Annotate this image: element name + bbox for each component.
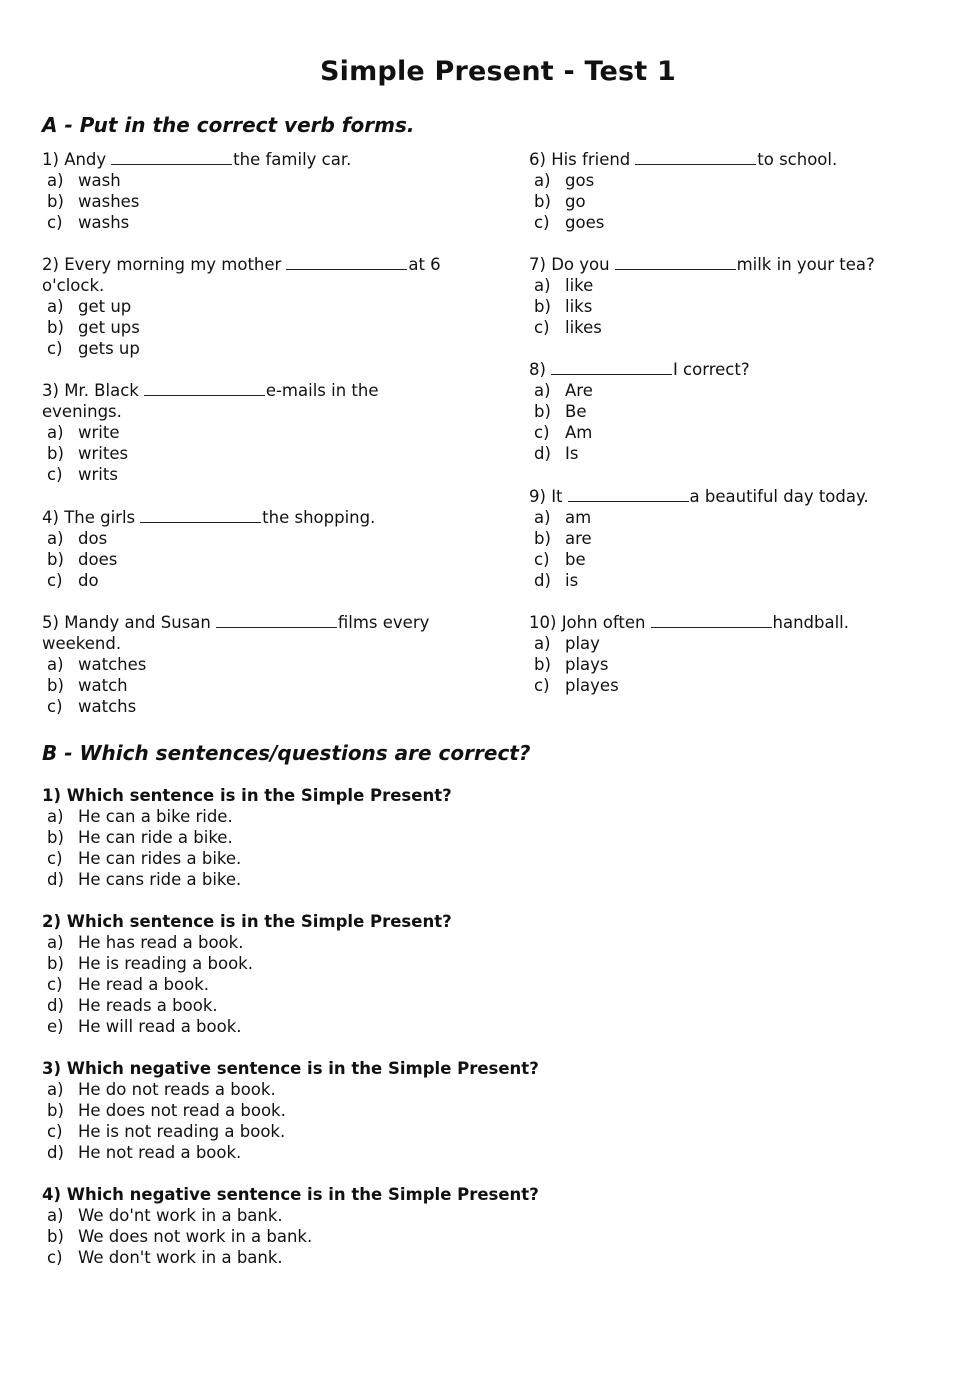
question-text-before: Andy [64, 150, 107, 169]
section-a-heading: A - Put in the correct verb forms. [42, 113, 415, 137]
question-text: 3) Which negative sentence is in the Simple Present? [42, 1059, 539, 1078]
section-b-heading: B - Which sentences/questions are correct? [42, 741, 531, 765]
option-letter: e) [47, 1017, 64, 1036]
option-text: He can rides a bike. [78, 849, 242, 868]
option-text: He can a bike ride. [78, 807, 233, 826]
option-letter: c) [47, 465, 63, 484]
option-text: washes [78, 192, 140, 211]
option-letter: c) [47, 1248, 63, 1267]
option-letter: a) [47, 529, 64, 548]
option-text: He reads a book. [78, 996, 218, 1015]
option-text: writes [78, 444, 129, 463]
option-text: wash [78, 171, 121, 190]
option-b[interactable] [42, 549, 375, 570]
option-letter: c) [534, 213, 550, 232]
question-a4 [42, 507, 375, 591]
option-b[interactable] [42, 827, 452, 848]
option-c[interactable] [42, 1247, 539, 1268]
option-letter: a) [534, 381, 551, 400]
question-text: 4) Which negative sentence is in the Simple Present? [42, 1185, 539, 1204]
option-text: watches [78, 655, 147, 674]
option-text: He has read a book. [78, 933, 244, 952]
question-line [529, 486, 869, 507]
question-b3 [42, 1058, 539, 1163]
option-text: does [78, 550, 118, 569]
question-number: 6) [529, 150, 546, 169]
option-b[interactable] [42, 1226, 539, 1247]
question-b2 [42, 911, 452, 1037]
option-letter: b) [47, 444, 64, 463]
option-letter: c) [47, 849, 63, 868]
question-a3 [42, 380, 379, 485]
option-e[interactable] [42, 1016, 452, 1037]
question-text-continued: o'clock. [42, 276, 105, 295]
option-letter: c) [47, 697, 63, 716]
option-letter: a) [47, 933, 64, 952]
question-text-before: Mandy and Susan [64, 613, 211, 632]
option-letter: a) [534, 508, 551, 527]
option-letter: d) [534, 444, 551, 463]
option-c[interactable] [42, 1121, 539, 1142]
option-letter: a) [47, 807, 64, 826]
option-text: He cans ride a bike. [78, 870, 242, 889]
option-d[interactable] [42, 1142, 539, 1163]
question-number: 4) [42, 508, 59, 527]
option-text: liks [565, 297, 593, 316]
option-text: He can ride a bike. [78, 828, 233, 847]
option-letter: c) [47, 213, 63, 232]
question-text-before: His friend [551, 150, 631, 169]
option-a[interactable] [42, 806, 452, 827]
question-line [529, 359, 750, 380]
question-text-before: Do you [551, 255, 610, 274]
option-letter: c) [47, 339, 63, 358]
option-b[interactable] [42, 675, 429, 696]
option-letter: d) [534, 571, 551, 590]
question-number: 10) [529, 613, 557, 632]
option-letter: a) [47, 297, 64, 316]
option-d[interactable] [42, 869, 452, 890]
question-text-after: e-mails in the [265, 381, 379, 400]
option-letter: c) [534, 423, 550, 442]
option-b[interactable] [42, 443, 379, 464]
question-text: 1) Which sentence is in the Simple Present? [42, 786, 452, 805]
option-letter: b) [47, 954, 64, 973]
option-text: He is not reading a book. [78, 1122, 286, 1141]
question-a6 [529, 149, 837, 233]
option-text: do [78, 571, 99, 590]
option-text: We don't work in a bank. [78, 1248, 283, 1267]
question-number: 1) [42, 150, 59, 169]
option-a[interactable] [42, 170, 351, 191]
question-text-after: handball. [772, 613, 850, 632]
option-b[interactable] [42, 953, 452, 974]
option-letter: d) [47, 870, 64, 889]
option-a[interactable] [42, 1079, 539, 1100]
question-line [42, 507, 375, 528]
option-text: play [565, 634, 600, 653]
question-line [42, 612, 429, 633]
answer-blank[interactable] [111, 149, 232, 165]
question-text-after: at 6 [408, 255, 441, 274]
option-letter: b) [47, 550, 64, 569]
option-a[interactable] [42, 422, 379, 443]
option-letter: b) [47, 318, 64, 337]
question-text: 2) Which sentence is in the Simple Present? [42, 912, 452, 931]
option-text: He will read a book. [78, 1017, 242, 1036]
question-text-after: films every [337, 613, 430, 632]
option-text: goes [565, 213, 605, 232]
option-c[interactable] [42, 974, 452, 995]
option-text: gos [565, 171, 595, 190]
option-d[interactable] [42, 995, 452, 1016]
option-c[interactable] [529, 549, 869, 570]
question-text-after: milk in your tea? [736, 255, 875, 274]
question-a8 [529, 359, 750, 464]
option-c[interactable] [529, 212, 837, 233]
option-letter: c) [47, 571, 63, 590]
question-line [529, 612, 849, 633]
answer-blank[interactable] [286, 254, 407, 270]
option-letter: a) [534, 171, 551, 190]
question-a2 [42, 254, 441, 359]
option-text: be [565, 550, 586, 569]
question-b4 [42, 1184, 539, 1268]
question-number: 8) [529, 360, 546, 379]
question-number: 9) [529, 487, 546, 506]
option-b[interactable] [529, 191, 837, 212]
answer-blank[interactable] [140, 507, 261, 523]
option-letter: a) [47, 1080, 64, 1099]
option-a[interactable] [529, 275, 875, 296]
option-letter: b) [534, 402, 551, 421]
answer-blank[interactable] [551, 359, 672, 375]
option-c[interactable] [42, 570, 375, 591]
question-a1 [42, 149, 351, 233]
option-c[interactable] [529, 675, 849, 696]
question-a10 [529, 612, 849, 696]
option-b[interactable] [529, 401, 750, 422]
option-b[interactable] [42, 1100, 539, 1121]
question-text-after: the family car. [233, 150, 352, 169]
question-line [42, 380, 379, 401]
option-text: watch [78, 676, 128, 695]
option-a[interactable] [42, 528, 375, 549]
option-letter: b) [47, 1227, 64, 1246]
question-line [42, 149, 351, 170]
option-text: dos [78, 529, 108, 548]
option-b[interactable] [529, 654, 849, 675]
option-text: He do not reads a book. [78, 1080, 276, 1099]
option-a[interactable] [529, 170, 837, 191]
option-c[interactable] [529, 317, 875, 338]
option-text: gets up [78, 339, 140, 358]
option-c[interactable] [42, 212, 351, 233]
option-letter: b) [534, 655, 551, 674]
option-b[interactable] [42, 191, 351, 212]
option-d[interactable] [529, 570, 869, 591]
option-letter: a) [47, 171, 64, 190]
option-letter: c) [534, 550, 550, 569]
option-text: He not read a book. [78, 1143, 242, 1162]
option-text: write [78, 423, 120, 442]
option-text: playes [565, 676, 619, 695]
option-b[interactable] [529, 296, 875, 317]
option-letter: b) [47, 676, 64, 695]
option-c[interactable] [42, 696, 429, 717]
option-letter: c) [47, 975, 63, 994]
option-c[interactable] [42, 338, 441, 359]
option-letter: c) [47, 1122, 63, 1141]
option-letter: a) [534, 634, 551, 653]
option-letter: a) [534, 276, 551, 295]
option-text: go [565, 192, 586, 211]
option-text: We do'nt work in a bank. [78, 1206, 283, 1225]
question-text-continued: weekend. [42, 634, 122, 653]
option-letter: b) [47, 828, 64, 847]
option-letter: b) [534, 529, 551, 548]
question-text-after: I correct? [672, 360, 750, 379]
question-line [529, 149, 837, 170]
question-text-before: It [551, 487, 563, 506]
question-text-after: the shopping. [262, 508, 376, 527]
option-a[interactable] [42, 654, 429, 675]
question-number: 5) [42, 613, 59, 632]
question-b1 [42, 785, 452, 890]
option-letter: d) [47, 1143, 64, 1162]
option-letter: b) [534, 297, 551, 316]
option-letter: b) [47, 192, 64, 211]
option-text: Is [565, 444, 579, 463]
option-text: plays [565, 655, 609, 674]
option-text: Are [565, 381, 593, 400]
question-number: 2) [42, 255, 59, 274]
option-d[interactable] [529, 443, 750, 464]
option-b[interactable] [42, 317, 441, 338]
option-letter: c) [534, 676, 550, 695]
option-text: get up [78, 297, 132, 316]
answer-blank[interactable] [216, 612, 337, 628]
option-text: Be [565, 402, 587, 421]
option-text: like [565, 276, 594, 295]
option-text: He does not read a book. [78, 1101, 286, 1120]
option-a[interactable] [42, 1205, 539, 1226]
option-letter: a) [47, 1206, 64, 1225]
question-a7 [529, 254, 875, 338]
option-text: are [565, 529, 592, 548]
question-number: 7) [529, 255, 546, 274]
answer-blank[interactable] [144, 380, 265, 396]
option-c[interactable] [529, 422, 750, 443]
option-letter: b) [534, 192, 551, 211]
question-line [42, 254, 441, 275]
option-a[interactable] [529, 380, 750, 401]
option-a[interactable] [42, 296, 441, 317]
option-text: writs [78, 465, 118, 484]
question-line [529, 254, 875, 275]
option-text: We does not work in a bank. [78, 1227, 313, 1246]
answer-blank[interactable] [651, 612, 772, 628]
page-title: Simple Present - Test 1 [320, 56, 676, 87]
answer-blank[interactable] [568, 486, 689, 502]
answer-blank[interactable] [635, 149, 756, 165]
option-text: am [565, 508, 592, 527]
option-text: Am [565, 423, 593, 442]
question-number: 3) [42, 381, 59, 400]
question-text-before: Every morning my mother [64, 255, 282, 274]
option-c[interactable] [42, 464, 379, 485]
option-letter: b) [47, 1101, 64, 1120]
question-a9 [529, 486, 869, 591]
option-a[interactable] [42, 932, 452, 953]
option-text: is [565, 571, 579, 590]
option-a[interactable] [529, 633, 849, 654]
option-letter: d) [47, 996, 64, 1015]
question-text-after: a beautiful day today. [689, 487, 869, 506]
option-b[interactable] [529, 528, 869, 549]
question-text-before: John often [561, 613, 646, 632]
question-a5 [42, 612, 429, 717]
option-letter: c) [534, 318, 550, 337]
option-text: get ups [78, 318, 140, 337]
question-text-continued: evenings. [42, 402, 122, 421]
option-text: washs [78, 213, 130, 232]
question-text-after: to school. [757, 150, 838, 169]
option-a[interactable] [529, 507, 869, 528]
question-text-before: The girls [64, 508, 136, 527]
option-letter: a) [47, 655, 64, 674]
option-text: likes [565, 318, 602, 337]
option-letter: a) [47, 423, 64, 442]
option-c[interactable] [42, 848, 452, 869]
option-text: He is reading a book. [78, 954, 253, 973]
answer-blank[interactable] [615, 254, 736, 270]
question-text-before: Mr. Black [64, 381, 139, 400]
option-text: He read a book. [78, 975, 210, 994]
option-text: watchs [78, 697, 137, 716]
